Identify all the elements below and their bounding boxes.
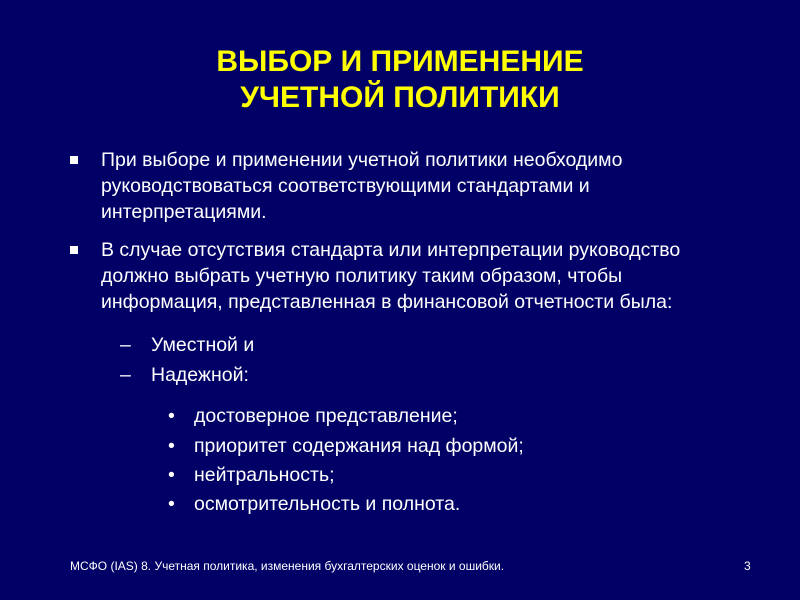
- footer-caption: МСФО (IAS) 8. Учетная политика, изменения бухгалтерских оценок и ошибки.: [70, 559, 505, 573]
- sub-bullet-item-2-text: Надежной:: [151, 364, 249, 386]
- square-bullet-icon: [70, 246, 78, 254]
- bullet-item-1-line-3: интерпретациями.: [101, 201, 267, 223]
- bullet-item-2-text: [101, 237, 781, 315]
- bullet-item-2-line-3: информация, представленная в финансовой отчетности была:: [101, 291, 673, 313]
- dot-bullet-icon: •: [168, 464, 175, 486]
- bullet-item-2-line-2: должно выбрать учетную политику таким образом, чтобы: [101, 265, 623, 287]
- dash-bullet-icon: –: [120, 334, 131, 356]
- bullet-item-2-line-1: В случае отсутствия стандарта или интерпретации руководство: [101, 239, 681, 261]
- dot-bullet-icon: •: [168, 493, 175, 515]
- square-bullet-icon: [70, 156, 78, 164]
- bullet-item-1-line-1: При выборе и применении учетной политики необходимо: [101, 149, 623, 171]
- sub-sub-bullet-item-2-text: приоритет содержания над формой;: [194, 435, 524, 457]
- bullet-item-1-line-2: руководствоваться соответствующими стандартами и: [101, 175, 590, 197]
- slide-title: [0, 44, 800, 116]
- bullet-item-1-text: [101, 147, 781, 225]
- sub-sub-bullet-item-4-text: осмотрительность и полнота.: [194, 493, 461, 515]
- dot-bullet-icon: •: [168, 435, 175, 457]
- slide-title-line-1: ВЫБОР И ПРИМЕНЕНИЕ: [216, 45, 584, 78]
- slide-title-line-2: УЧЕТНОЙ ПОЛИТИКИ: [240, 81, 560, 114]
- sub-bullet-item-1-text: Уместной и: [151, 334, 255, 356]
- dot-bullet-icon: •: [168, 405, 175, 427]
- dash-bullet-icon: –: [120, 364, 131, 386]
- sub-sub-bullet-item-3-text: нейтральность;: [194, 464, 335, 486]
- page-number: 3: [744, 559, 751, 573]
- sub-sub-bullet-item-1-text: достоверное представление;: [194, 405, 458, 427]
